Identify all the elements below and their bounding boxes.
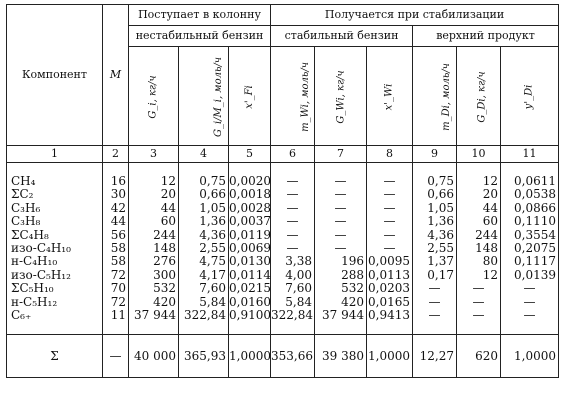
total-label: Σ bbox=[7, 335, 103, 378]
table-row bbox=[7, 175, 559, 188]
col-header: G_Wi, кг/ч bbox=[315, 47, 367, 146]
stable-subheader: стабильный бензин bbox=[271, 26, 413, 47]
col-number: 1 bbox=[7, 146, 103, 163]
table-cell: 420 bbox=[315, 296, 367, 309]
table-cell: CH₄ bbox=[7, 175, 103, 188]
table-cell: 1,37 bbox=[413, 255, 457, 268]
data-table bbox=[6, 4, 559, 378]
table-row bbox=[7, 282, 559, 295]
table-cell: — bbox=[271, 229, 315, 242]
table-cell: 244 bbox=[129, 229, 179, 242]
table-cell: 0,9413 bbox=[367, 309, 413, 322]
col-header: G_i, кг/ч bbox=[129, 47, 179, 146]
table-cell: 2,55 bbox=[179, 242, 229, 255]
col-header: G_Di, кг/ч bbox=[457, 47, 501, 146]
table-cell: — bbox=[367, 229, 413, 242]
col-number: 5 bbox=[229, 146, 271, 163]
stab-group-header: Получается при стабилизации bbox=[271, 5, 559, 26]
col-number: 7 bbox=[315, 146, 367, 163]
table-cell: 288 bbox=[315, 269, 367, 282]
table-cell: изо-C₅H₁₂ bbox=[7, 269, 103, 282]
total-cell: 39 380 bbox=[315, 335, 367, 378]
table-cell: 56 bbox=[103, 229, 129, 242]
table-cell: — bbox=[367, 188, 413, 201]
total-cell: 1,0000 bbox=[501, 335, 559, 378]
table-cell: 2,55 bbox=[413, 242, 457, 255]
table-cell: 0,17 bbox=[413, 269, 457, 282]
table-cell: ΣC₅H₁₀ bbox=[7, 282, 103, 295]
col-number: 4 bbox=[179, 146, 229, 163]
table-cell: 60 bbox=[129, 215, 179, 228]
table-cell: — bbox=[367, 242, 413, 255]
table-cell: — bbox=[271, 202, 315, 215]
table-cell: C₃H₈ bbox=[7, 215, 103, 228]
col-header: m_Wi, моль/ч bbox=[271, 47, 315, 146]
col-number: 2 bbox=[103, 146, 129, 163]
table-cell: — bbox=[315, 215, 367, 228]
table-cell: — bbox=[271, 242, 315, 255]
table-cell: 16 bbox=[103, 175, 129, 188]
total-m: — bbox=[103, 335, 129, 378]
table-cell: 0,0020 bbox=[229, 174, 271, 188]
table-cell: — bbox=[367, 202, 413, 215]
table-cell: 0,0866 bbox=[501, 202, 559, 215]
table-cell: 244 bbox=[457, 229, 501, 242]
table-cell: 72 bbox=[103, 296, 129, 309]
table-cell: 44 bbox=[103, 215, 129, 228]
table-cell: 30 bbox=[103, 188, 129, 201]
table-cell: 42 bbox=[103, 202, 129, 215]
table-row bbox=[7, 296, 559, 309]
table-cell: изо-C₄H₁₀ bbox=[7, 242, 103, 255]
table-cell: — bbox=[413, 282, 457, 295]
table-cell: 0,0611 bbox=[501, 175, 559, 188]
table-cell: 0,0215 bbox=[229, 281, 271, 296]
table-cell: 1,36 bbox=[413, 215, 457, 228]
m-header: M bbox=[103, 5, 129, 146]
table-cell: 37 944 bbox=[315, 309, 367, 322]
table-cell: 0,0130 bbox=[229, 254, 271, 269]
col-number: 9 bbox=[413, 146, 457, 163]
table-cell: — bbox=[457, 296, 501, 309]
table-cell: — bbox=[413, 309, 457, 322]
table-cell: 322,84 bbox=[271, 308, 314, 323]
table-cell: — bbox=[315, 229, 367, 242]
unstable-subheader: нестабильный бензин bbox=[129, 26, 271, 47]
table-cell: — bbox=[413, 296, 457, 309]
table-cell: — bbox=[457, 282, 501, 295]
total-cell: 40 000 bbox=[129, 335, 179, 378]
table-cell: 0,0028 bbox=[229, 200, 271, 215]
total-cell: 12,27 bbox=[413, 335, 457, 378]
table-cell: 20 bbox=[129, 188, 179, 201]
table-cell: — bbox=[315, 175, 367, 188]
table-cell: 60 bbox=[457, 215, 501, 228]
total-cell: 1,0000 bbox=[229, 335, 271, 378]
table-cell: 1,05 bbox=[179, 202, 229, 215]
table-cell: 44 bbox=[129, 202, 179, 215]
table-cell: 4,36 bbox=[413, 229, 457, 242]
table-cell: — bbox=[457, 309, 501, 322]
table-cell: 0,1110 bbox=[501, 215, 559, 228]
total-cell: 353,66 bbox=[271, 335, 315, 378]
col-number: 6 bbox=[271, 146, 315, 163]
table-cell: 1,05 bbox=[413, 202, 457, 215]
table-cell: 4,75 bbox=[179, 255, 229, 268]
table-cell: 0,9100 bbox=[229, 308, 271, 323]
table-cell: 196 bbox=[315, 255, 367, 268]
top-subheader: верхний продукт bbox=[413, 26, 559, 47]
table-cell: н-C₅H₁₂ bbox=[7, 296, 103, 309]
table-cell: 532 bbox=[315, 282, 367, 295]
table-cell: — bbox=[271, 215, 315, 228]
table-cell: C₃H₆ bbox=[7, 202, 103, 215]
table-cell: 0,66 bbox=[413, 188, 457, 201]
table-cell: 80 bbox=[457, 255, 501, 268]
feed-group-header: Поступает в колонну bbox=[129, 5, 271, 26]
table-row bbox=[7, 188, 559, 201]
table-row bbox=[7, 255, 559, 268]
table-cell: 0,2075 bbox=[501, 242, 559, 255]
table-cell: 58 bbox=[103, 255, 129, 268]
table-container bbox=[6, 4, 558, 378]
table-cell: 0,0165 bbox=[367, 296, 413, 309]
table-cell: 0,0139 bbox=[501, 269, 559, 282]
table-cell: 4,17 bbox=[179, 269, 229, 282]
table-cell: 0,75 bbox=[179, 175, 229, 188]
table-cell: — bbox=[501, 296, 559, 309]
table-cell: — bbox=[501, 309, 559, 322]
table-cell: — bbox=[367, 215, 413, 228]
table-row bbox=[7, 309, 559, 322]
component-header: Компонент bbox=[7, 5, 103, 146]
table-cell: 72 bbox=[103, 269, 129, 282]
table-cell: — bbox=[367, 175, 413, 188]
col-header: x'_Fi bbox=[229, 47, 271, 146]
table-cell: 322,84 bbox=[179, 309, 229, 322]
table-cell: 4,36 bbox=[179, 229, 229, 242]
table-row bbox=[7, 229, 559, 242]
table-cell: 148 bbox=[457, 242, 501, 255]
table-cell: 70 bbox=[103, 282, 129, 295]
table-cell: 0,0119 bbox=[229, 227, 271, 242]
total-cell: 620 bbox=[457, 335, 501, 378]
table-cell: 0,0538 bbox=[501, 188, 559, 201]
col-header: m_Di, моль/ч bbox=[413, 47, 457, 146]
table-cell: 5,84 bbox=[179, 296, 229, 309]
table-cell: 12 bbox=[457, 269, 501, 282]
table-cell: 37 944 bbox=[129, 309, 179, 322]
col-header: y'_Di bbox=[501, 47, 559, 146]
table-cell: 420 bbox=[129, 296, 179, 309]
table-cell: 0,0113 bbox=[367, 269, 413, 282]
table-cell: — bbox=[501, 282, 559, 295]
table-cell: 7,60 bbox=[271, 282, 315, 295]
table-cell: 1,36 bbox=[179, 215, 229, 228]
table-cell: 0,0095 bbox=[367, 255, 413, 268]
table-row bbox=[7, 242, 559, 255]
table-cell: 276 bbox=[129, 255, 179, 268]
table-cell: н-C₄H₁₀ bbox=[7, 255, 103, 268]
table-cell: 0,0069 bbox=[229, 241, 271, 256]
table-cell: 12 bbox=[129, 175, 179, 188]
table-cell: 7,60 bbox=[179, 282, 229, 295]
table-cell: 3,38 bbox=[271, 255, 315, 268]
table-cell: 4,00 bbox=[271, 269, 315, 282]
total-cell: 365,93 bbox=[179, 335, 229, 378]
table-row bbox=[7, 269, 559, 282]
col-number: 11 bbox=[501, 146, 559, 163]
table-cell: 532 bbox=[129, 282, 179, 295]
table-body bbox=[7, 175, 559, 322]
table-cell: — bbox=[315, 202, 367, 215]
table-cell: 5,84 bbox=[271, 296, 315, 309]
table-cell: 0,0160 bbox=[229, 294, 271, 309]
col-number: 8 bbox=[367, 146, 413, 163]
table-cell: ΣC₄H₈ bbox=[7, 229, 103, 242]
table-cell: C₆₊ bbox=[7, 309, 103, 322]
table-cell: 0,75 bbox=[413, 175, 457, 188]
table-cell: — bbox=[315, 188, 367, 201]
total-row bbox=[7, 335, 559, 378]
table-cell: 58 bbox=[103, 242, 129, 255]
table-cell: 12 bbox=[457, 175, 501, 188]
table-cell: 300 bbox=[129, 269, 179, 282]
col-number: 10 bbox=[457, 146, 501, 163]
table-cell: — bbox=[271, 175, 315, 188]
table-cell: 0,66 bbox=[179, 188, 229, 201]
table-cell: 0,0037 bbox=[229, 214, 271, 229]
table-cell: 20 bbox=[457, 188, 501, 201]
table-cell: 0,0114 bbox=[229, 267, 271, 282]
table-cell: 148 bbox=[129, 242, 179, 255]
table-cell: — bbox=[271, 188, 315, 201]
col-header: x'_Wi bbox=[367, 47, 413, 146]
col-number: 3 bbox=[129, 146, 179, 163]
table-cell: 0,0018 bbox=[229, 187, 271, 202]
table-cell: 11 bbox=[103, 309, 129, 322]
table-row bbox=[7, 215, 559, 228]
table-cell: 0,3554 bbox=[501, 229, 559, 242]
table-cell: 0,0203 bbox=[367, 282, 413, 295]
table-cell: 44 bbox=[457, 202, 501, 215]
col-header: G_i/M_i, моль/ч bbox=[179, 47, 229, 146]
table-row bbox=[7, 202, 559, 215]
table-cell: 0,1117 bbox=[501, 255, 559, 268]
total-cell: 1,0000 bbox=[367, 335, 413, 378]
table-cell: — bbox=[315, 242, 367, 255]
table-cell: ΣC₂ bbox=[7, 188, 103, 201]
